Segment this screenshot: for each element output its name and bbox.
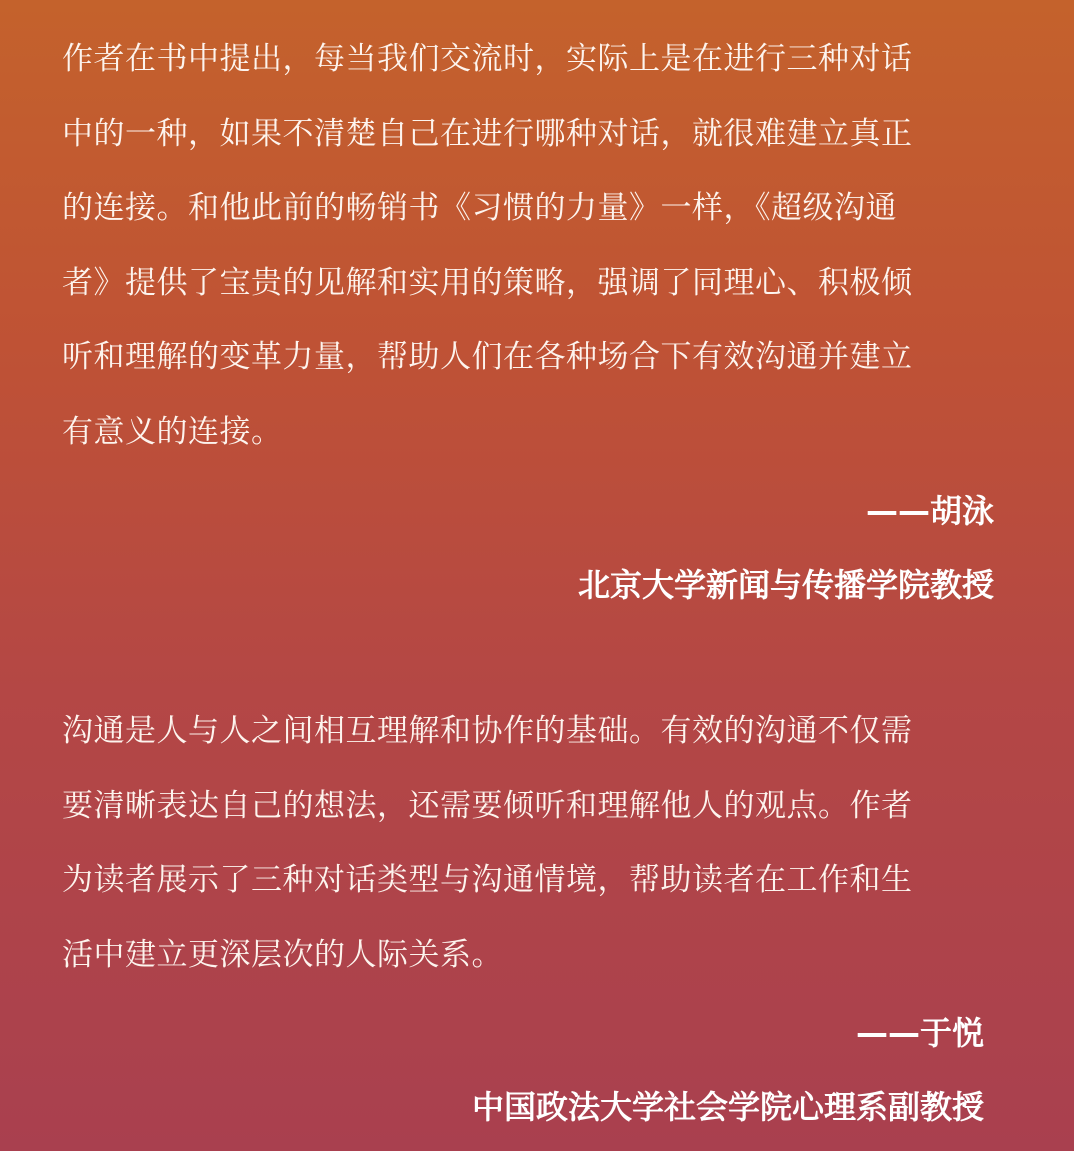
- review-2-affiliation: 中国政法大学社会学院心理系副教授: [471, 1088, 984, 1126]
- review-1-author: ——胡泳: [865, 492, 994, 530]
- review-paragraph-2: [62, 694, 1002, 992]
- right-edge-strip: [1074, 0, 1080, 1151]
- review-2-line: 为读者展示了三种对话类型与沟通情境，帮助读者在工作和生: [62, 862, 913, 898]
- review-1-line: 的连接。和他此前的畅销书《习惯的力量》一样，《超级沟通: [62, 190, 897, 226]
- review-1-line: 有意义的连接。: [62, 413, 283, 450]
- review-2-author: ——于悦: [855, 1014, 984, 1052]
- review-2-line: 活中建立更深层次的人际关系。: [62, 936, 503, 973]
- review-2-line: 沟通是人与人之间相互理解和协作的基础。有效的沟通不仅需: [62, 713, 913, 749]
- review-2-line: 要清晰表达自己的想法，还需要倾听和理解他人的观点。作者: [62, 787, 913, 824]
- review-1-affiliation: 北京大学新闻与传播学院教授: [577, 566, 994, 604]
- review-1-line: 中的一种，如果不清楚自己在进行哪种对话，就很难建立真正: [62, 115, 913, 152]
- review-1-line: 者》提供了宝贵的见解和实用的策略，强调了同理心、积极倾: [62, 264, 913, 301]
- review-1-line: 听和理解的变革力量，帮助人们在各种场合下有效沟通并建立: [62, 339, 913, 375]
- review-1-line: 作者在书中提出，每当我们交流时，实际上是在进行三种对话: [62, 41, 913, 77]
- review-paragraph-1: [62, 22, 1002, 469]
